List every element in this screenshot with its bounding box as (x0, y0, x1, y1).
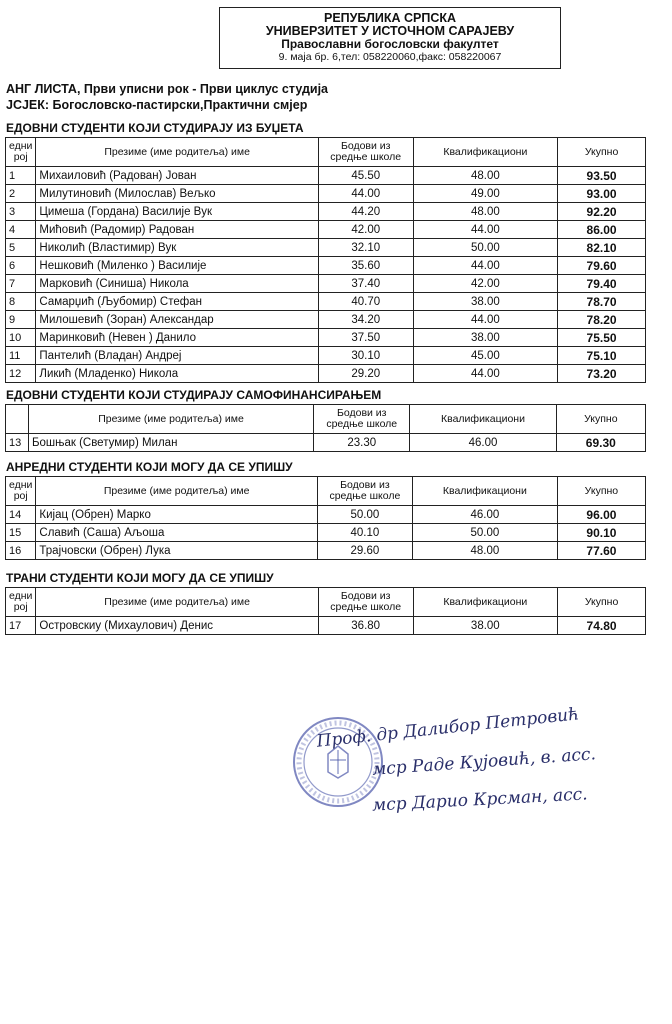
column-header-points: Бодови из средње школе (317, 477, 412, 506)
cell-qualification: 44.00 (413, 365, 558, 383)
cell-points: 50.00 (317, 506, 412, 524)
cell-name: Самарџић (Љубомир) Стефан (36, 293, 318, 311)
column-header-total: Укупно (558, 138, 646, 167)
header-faculty: Православни богословски факултет (281, 37, 499, 51)
table-header-row (6, 405, 646, 434)
column-header-no: едни рој (6, 477, 36, 506)
cell-points: 36.80 (318, 617, 413, 635)
cell-no: 15 (6, 524, 36, 542)
cell-total: 93.50 (558, 167, 646, 185)
header-university: УНИВЕРЗИТЕТ У ИСТОЧНОМ САРАЈЕВУ (265, 24, 515, 38)
cell-name: Ликић (Младенко) Никола (36, 365, 318, 383)
cell-total: 82.10 (558, 239, 646, 257)
cell-name: Милошевић (Зоран) Александар (36, 311, 318, 329)
cell-points: 29.60 (317, 542, 412, 560)
table-row (6, 311, 646, 329)
cell-no: 11 (6, 347, 36, 365)
cell-no: 13 (6, 434, 29, 452)
cell-name: Трајчовски (Обрен) Лука (36, 542, 317, 560)
cell-qualification: 48.00 (412, 542, 557, 560)
table-row (6, 293, 646, 311)
header-address: 9. маја бр. 6,тел: 058220060,факс: 058220067 (278, 51, 502, 63)
cell-no: 16 (6, 542, 36, 560)
table-row (6, 239, 646, 257)
table-row (6, 275, 646, 293)
cell-name: Маринковић (Невен ) Данило (36, 329, 318, 347)
cell-qualification: 50.00 (413, 239, 558, 257)
cell-name: Мићовић (Радомир) Радован (36, 221, 318, 239)
cell-qualification: 48.00 (413, 167, 558, 185)
cell-qualification: 38.00 (413, 329, 558, 347)
cell-name: Цимеша (Гордана) Василије Вук (36, 203, 318, 221)
cell-no: 10 (6, 329, 36, 347)
table-row (6, 542, 646, 560)
column-header-name: Презиме (име родитеља) име (36, 138, 318, 167)
column-header-no: едни рој (6, 588, 36, 617)
cell-name: Нешковић (Миленко ) Василије (36, 257, 318, 275)
header-republic: РЕПУБЛИКА СРПСКА (323, 11, 457, 25)
cell-no: 17 (6, 617, 36, 635)
cell-points: 30.10 (318, 347, 413, 365)
column-header-no: едни рој (6, 138, 36, 167)
column-header-points: Бодови из средње школе (318, 588, 413, 617)
cell-qualification: 44.00 (413, 311, 558, 329)
cell-qualification: 46.00 (410, 434, 556, 452)
cell-points: 44.00 (318, 185, 413, 203)
table-header-row (6, 588, 646, 617)
column-header-name: Презиме (име родитеља) име (36, 477, 317, 506)
cell-total: 73.20 (558, 365, 646, 383)
cell-points: 40.10 (317, 524, 412, 542)
students-table (5, 404, 646, 452)
table-row (6, 167, 646, 185)
students-table (5, 476, 646, 560)
column-header-name: Презиме (име родитеља) име (36, 588, 318, 617)
column-header-qualification: Квалификациони (412, 477, 557, 506)
students-table (5, 587, 646, 635)
cell-total: 75.50 (558, 329, 646, 347)
table-row (6, 203, 646, 221)
table-header-row (6, 138, 646, 167)
cell-no: 12 (6, 365, 36, 383)
cell-no: 14 (6, 506, 36, 524)
cell-points: 35.60 (318, 257, 413, 275)
institution-header (219, 7, 561, 69)
table-row (6, 524, 646, 542)
cell-total: 79.40 (558, 275, 646, 293)
column-header-name: Презиме (име родитеља) име (28, 405, 313, 434)
table-row (6, 329, 646, 347)
cell-qualification: 38.00 (413, 293, 558, 311)
cell-points: 32.10 (318, 239, 413, 257)
cell-total: 77.60 (557, 542, 645, 560)
cell-total: 78.70 (558, 293, 646, 311)
cell-name: Островскиу (Михаулович) Денис (36, 617, 318, 635)
cell-points: 40.70 (318, 293, 413, 311)
section-title: ТРАНИ СТУДЕНТИ КОЈИ МОГУ ДА СЕ УПИШУ (6, 571, 274, 585)
cell-qualification: 44.00 (413, 257, 558, 275)
column-header-qualification: Квалификациони (413, 138, 558, 167)
cell-no: 5 (6, 239, 36, 257)
cell-points: 45.50 (318, 167, 413, 185)
column-header-total: Укупно (558, 588, 646, 617)
table-row (6, 365, 646, 383)
cell-name: Бошњак (Светумир) Милан (28, 434, 313, 452)
cell-points: 23.30 (314, 434, 410, 452)
cell-name: Славић (Саша) Аљоша (36, 524, 317, 542)
cell-total: 93.00 (558, 185, 646, 203)
table-row (6, 221, 646, 239)
cell-qualification: 48.00 (413, 203, 558, 221)
section-title: АНРЕДНИ СТУДЕНТИ КОЈИ МОГУ ДА СЕ УПИШУ (6, 460, 293, 474)
cell-no: 9 (6, 311, 36, 329)
cell-points: 37.50 (318, 329, 413, 347)
cell-total: 74.80 (558, 617, 646, 635)
cell-qualification: 42.00 (413, 275, 558, 293)
table-row (6, 257, 646, 275)
cell-name: Пантелић (Владан) Андреј (36, 347, 318, 365)
cell-name: Николић (Властимир) Вук (36, 239, 318, 257)
list-title: АНГ ЛИСТА, Први уписни рок - Први циклус студија (6, 82, 328, 96)
cell-points: 42.00 (318, 221, 413, 239)
signature-2: мср Раде Кујовић, в. асс. (371, 744, 597, 780)
cell-name: Милутиновић (Милослав) Вељко (36, 185, 318, 203)
cell-points: 37.40 (318, 275, 413, 293)
cell-total: 96.00 (557, 506, 645, 524)
students-table (5, 137, 646, 383)
cell-total: 75.10 (558, 347, 646, 365)
column-header-points: Бодови из средње школе (318, 138, 413, 167)
cell-no: 6 (6, 257, 36, 275)
section-title: ЕДОВНИ СТУДЕНТИ КОЈИ СТУДИРАЈУ ИЗ БУЏЕТА (6, 121, 304, 135)
cell-qualification: 50.00 (412, 524, 557, 542)
table-row (6, 185, 646, 203)
cell-no: 1 (6, 167, 36, 185)
column-header-total: Укупно (556, 405, 645, 434)
table-row (6, 434, 646, 452)
department-line: ЈСЈЕК: Богословско-пастирски,Практични смјер (6, 98, 308, 112)
cell-qualification: 45.00 (413, 347, 558, 365)
signature-3: мср Дарио Крсман, асс. (371, 784, 589, 816)
cell-qualification: 38.00 (413, 617, 558, 635)
cell-points: 29.20 (318, 365, 413, 383)
column-header-qualification: Квалификациони (413, 588, 558, 617)
cell-total: 69.30 (556, 434, 645, 452)
cell-name: Марковић (Синиша) Никола (36, 275, 318, 293)
section-title: ЕДОВНИ СТУДЕНТИ КОЈИ СТУДИРАЈУ САМОФИНАНСИРАЊЕМ (6, 388, 382, 402)
cell-name: Кијац (Обрен) Марко (36, 506, 317, 524)
cell-total: 86.00 (558, 221, 646, 239)
column-header-total: Укупно (557, 477, 645, 506)
column-header-no (6, 405, 29, 434)
cell-qualification: 46.00 (412, 506, 557, 524)
cell-name: Михаиловић (Радован) Јован (36, 167, 318, 185)
column-header-qualification: Квалификациони (410, 405, 556, 434)
cell-no: 8 (6, 293, 36, 311)
signature-1: Проф. др Далибор Петровић (315, 704, 580, 752)
cell-total: 78.20 (558, 311, 646, 329)
table-header-row (6, 477, 646, 506)
table-row (6, 617, 646, 635)
cell-total: 92.20 (558, 203, 646, 221)
cell-total: 90.10 (557, 524, 645, 542)
cell-qualification: 49.00 (413, 185, 558, 203)
cell-points: 44.20 (318, 203, 413, 221)
cell-no: 4 (6, 221, 36, 239)
cell-qualification: 44.00 (413, 221, 558, 239)
cell-total: 79.60 (558, 257, 646, 275)
cell-no: 3 (6, 203, 36, 221)
cell-no: 7 (6, 275, 36, 293)
cell-no: 2 (6, 185, 36, 203)
column-header-points: Бодови из средње школе (314, 405, 410, 434)
cell-points: 34.20 (318, 311, 413, 329)
table-row (6, 506, 646, 524)
table-row (6, 347, 646, 365)
